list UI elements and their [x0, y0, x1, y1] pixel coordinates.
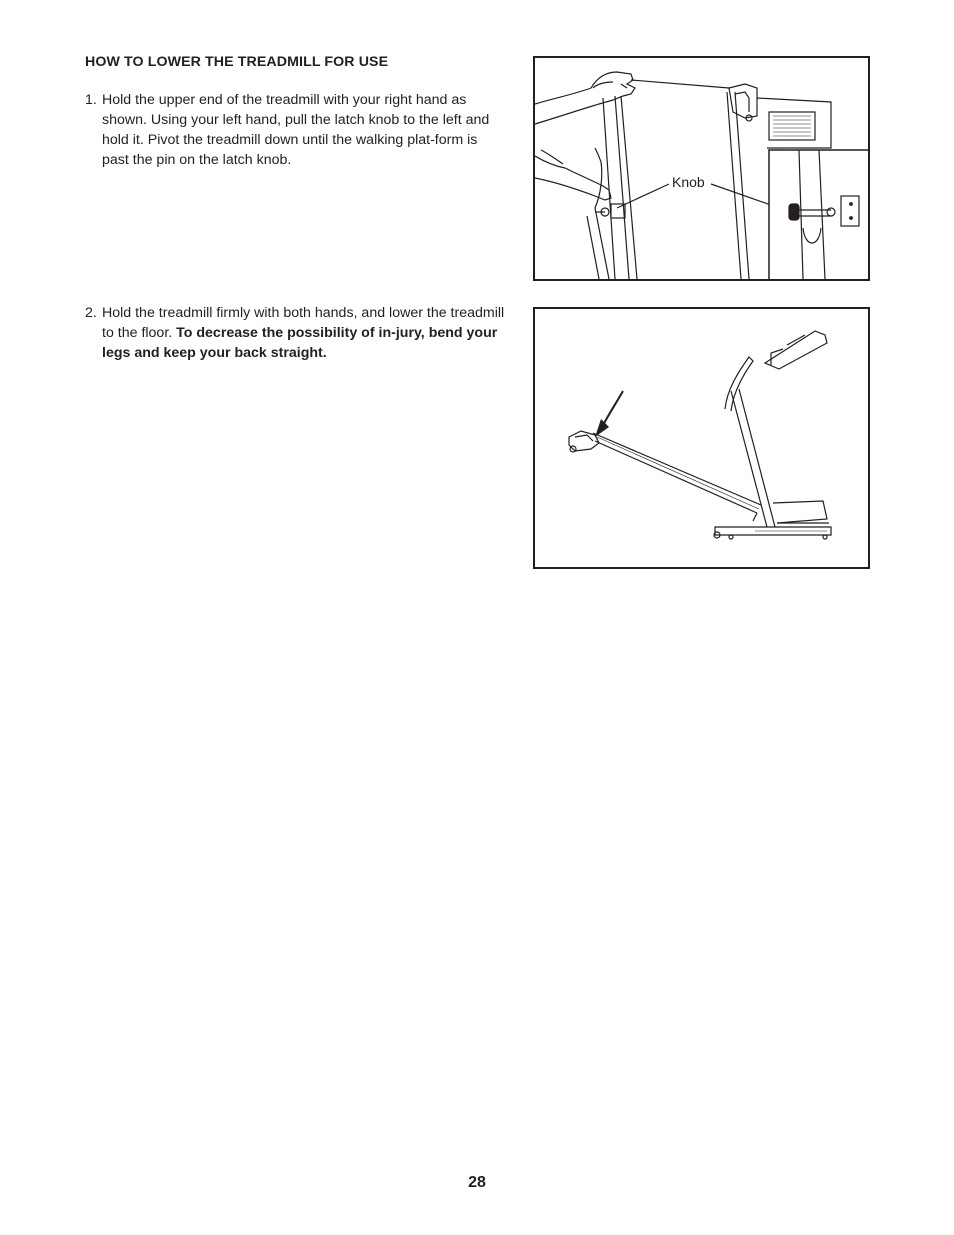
figure-latch-knob — [533, 56, 870, 281]
knob-callout-label: Knob — [672, 174, 705, 190]
figure-lowering-treadmill — [533, 307, 870, 569]
page-number: 28 — [468, 1174, 486, 1191]
step-1-number: 1. — [85, 92, 97, 108]
figure-lowering-illustration — [535, 309, 868, 567]
section-heading: HOW TO LOWER THE TREADMILL FOR USE — [85, 54, 389, 70]
step-2-text: Hold the treadmill firmly with both hands, and lower the treadmill to the floor. — [102, 305, 505, 341]
step-1-text: Hold the upper end of the treadmill with your right hand as shown. Using your left hand, pull the latch knob to the left and hold it. Pivot the treadmill down until the walking plat-form is past the pin on the latch knob. — [102, 92, 490, 168]
figure-latch-knob-illustration — [535, 58, 868, 279]
step-2-body — [102, 303, 505, 363]
step-2-warning: To decrease the possibility of in-jury, bend your legs and keep your back straight. — [102, 325, 498, 361]
step-2-number: 2. — [85, 305, 97, 321]
step-1 — [85, 90, 505, 170]
step-2 — [85, 303, 505, 363]
